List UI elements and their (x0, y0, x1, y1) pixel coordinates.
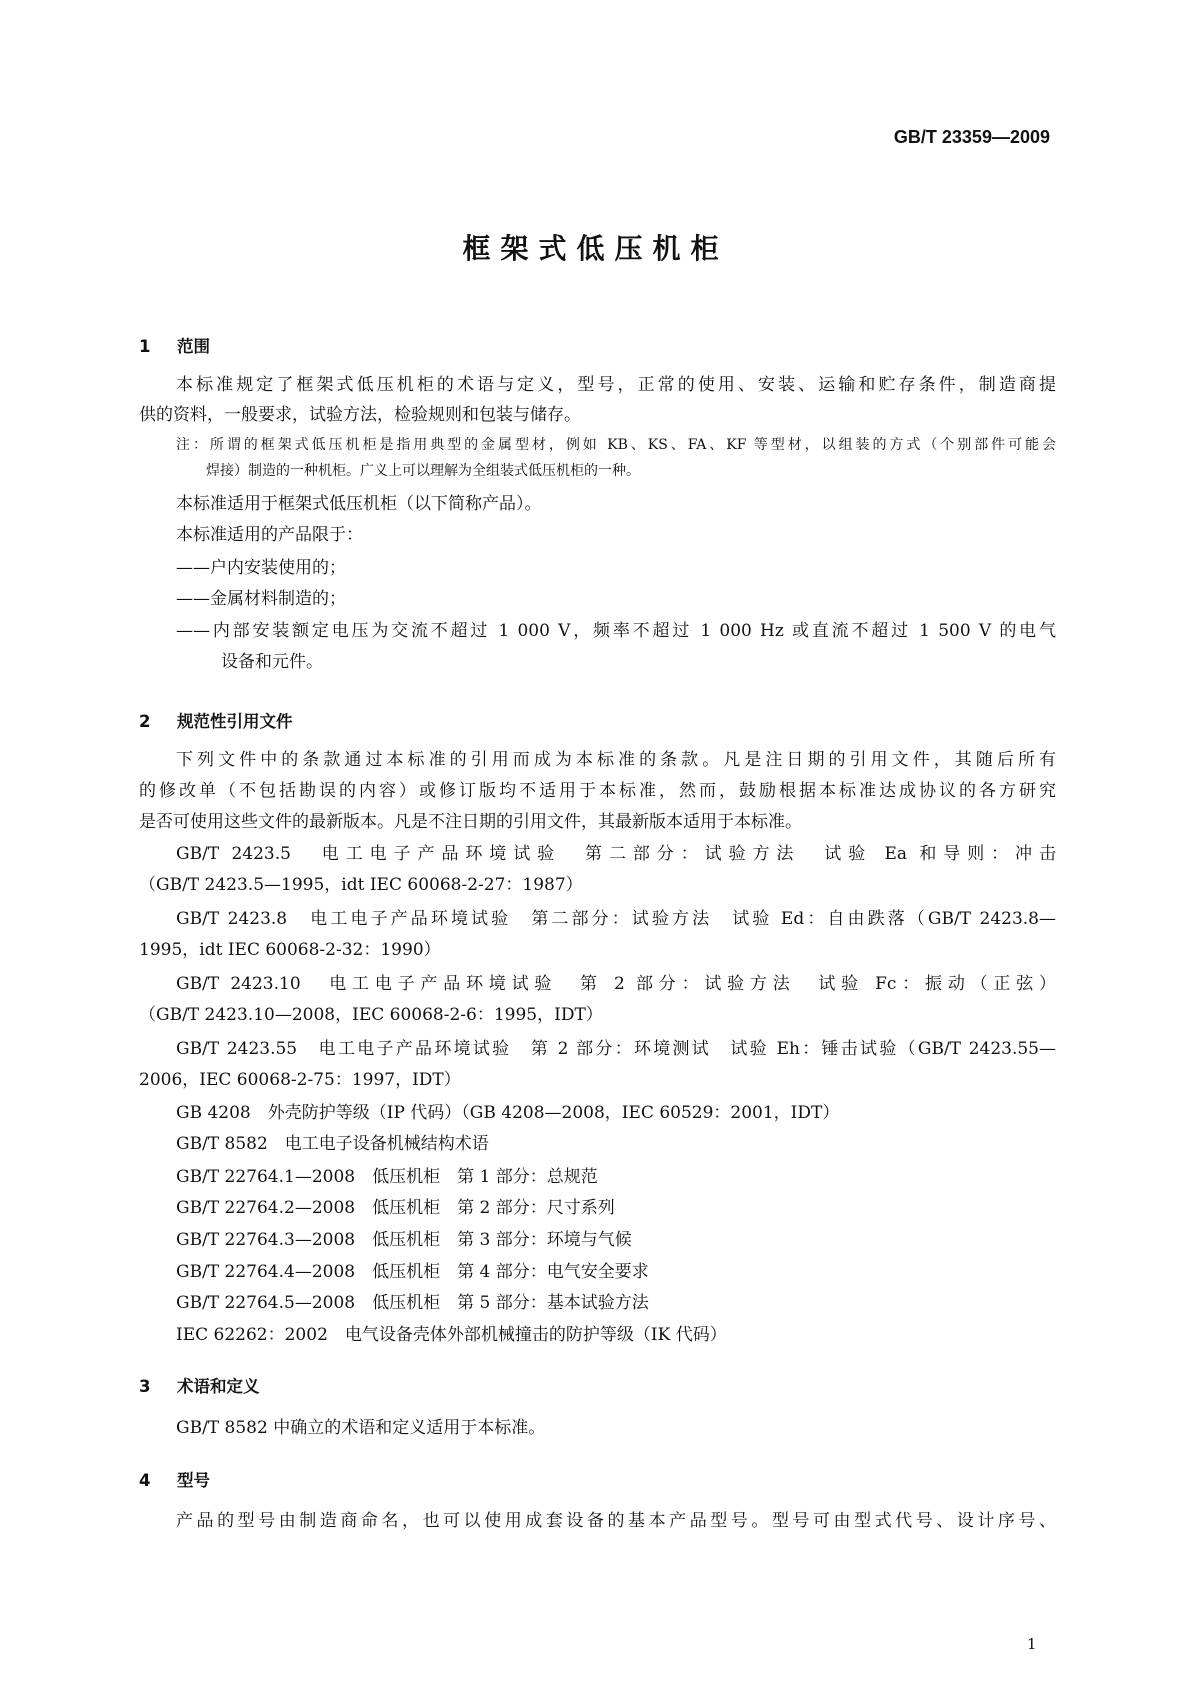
section-title: 规范性引用文件 (177, 712, 293, 731)
list-item: ——内部安装额定电压为交流不超过 1 000 V，频率不超过 1 000 Hz 或直流不超过 1 500 V 的电气 (176, 621, 1056, 641)
reference-continuation: 1995，idt IEC 60068-2-32：1990） (139, 940, 441, 960)
section-number: 1 (139, 337, 151, 356)
note-line: 注：所谓的框架式低压机柜是指用典型的金属型材，例如 KB、KS、FA、KF 等型材，以组装的方式（个别部件可能会 (176, 437, 1056, 453)
reference-entry: GB/T 22764.2—2008 低压机柜 第 2 部分：尺寸系列 (176, 1198, 615, 1218)
paragraph-line: GB/T 8582 中确立的术语和定义适用于本标准。 (176, 1418, 546, 1438)
paragraph-line: 本标准适用的产品限于： (176, 525, 363, 545)
paragraph-line: 是否可使用这些文件的最新版本。凡是不注日期的引用文件，其最新版本适用于本标准。 (139, 812, 802, 832)
note-line: 焊接）制造的一种机柜。广义上可以理解为全组装式低压机柜的一种。 (206, 463, 640, 479)
paragraph-line: 本标准适用于框架式低压机柜（以下简称产品）。 (176, 494, 542, 514)
list-item-continuation: 设备和元件。 (221, 652, 323, 672)
section-number: 4 (139, 1471, 151, 1490)
list-item: ——金属材料制造的； (176, 589, 346, 609)
reference-entry: GB/T 2423.10 电工电子产品环境试验 第 2 部分：试验方法 试验 Fc：振动（正弦） (176, 974, 1056, 994)
section-heading-terms-definitions (139, 1373, 260, 1397)
reference-entry: GB/T 2423.8 电工电子产品环境试验 第二部分：试验方法 试验 Ed：自由跌落（GB/T 2423.8— (176, 909, 1056, 929)
reference-entry: IEC 62262：2002 电气设备壳体外部机械撞击的防护等级（IK 代码） (176, 1325, 727, 1345)
reference-entry: GB/T 22764.4—2008 低压机柜 第 4 部分：电气安全要求 (176, 1262, 649, 1282)
reference-continuation: 2006，IEC 60068-2-75：1997，IDT） (139, 1070, 461, 1090)
section-number: 3 (139, 1377, 151, 1396)
page-number: 1 (1027, 1635, 1037, 1653)
paragraph-line: 供的资料，一般要求，试验方法，检验规则和包装与储存。 (139, 405, 581, 425)
list-item: ——户内安装使用的； (176, 558, 346, 578)
paragraph-line: 本标准规定了框架式低压机柜的术语与定义，型号，正常的使用、安装、运输和贮存条件，制造商提 (176, 375, 1056, 395)
reference-entry: GB/T 22764.3—2008 低压机柜 第 3 部分：环境与气候 (176, 1230, 632, 1250)
section-heading-model (139, 1467, 210, 1491)
section-heading-scope (139, 333, 210, 357)
document-title: 框架式低压机柜 (462, 232, 729, 265)
reference-continuation: （GB/T 2423.5—1995，idt IEC 60068-2-27：1987） (139, 875, 583, 895)
paragraph-line: 产品的型号由制造商命名，也可以使用成套设备的基本产品型号。型号可由型式代号、设计序号、 (176, 1511, 1056, 1531)
reference-entry: GB/T 8582 电工电子设备机械结构术语 (176, 1134, 489, 1154)
section-heading-normative-references (139, 708, 293, 732)
section-number: 2 (139, 712, 151, 731)
section-title: 术语和定义 (177, 1377, 260, 1396)
paragraph-line: 下列文件中的条款通过本标准的引用而成为本标准的条款。凡是注日期的引用文件，其随后所有 (176, 750, 1056, 770)
standard-code: GB/T 23359—2009 (893, 127, 1050, 147)
paragraph-line: 的修改单（不包括勘误的内容）或修订版均不适用于本标准，然而，鼓励根据本标准达成协议的各方研究 (139, 781, 1056, 801)
reference-entry: GB/T 2423.55 电工电子产品环境试验 第 2 部分：环境测试 试验 Eh：锤击试验（GB/T 2423.55— (176, 1039, 1056, 1059)
section-title: 范围 (177, 337, 210, 356)
section-title: 型号 (177, 1471, 210, 1490)
reference-entry: GB/T 22764.1—2008 低压机柜 第 1 部分：总规范 (176, 1167, 598, 1187)
reference-entry: GB 4208 外壳防护等级（IP 代码）（GB 4208—2008，IEC 60529：2001，IDT） (176, 1103, 840, 1123)
reference-entry: GB/T 22764.5—2008 低压机柜 第 5 部分：基本试验方法 (176, 1293, 649, 1313)
reference-entry: GB/T 2423.5 电工电子产品环境试验 第二部分：试验方法 试验 Ea 和导则：冲击 (176, 844, 1056, 864)
reference-continuation: （GB/T 2423.10—2008，IEC 60068-2-6：1995，IDT） (139, 1005, 603, 1025)
